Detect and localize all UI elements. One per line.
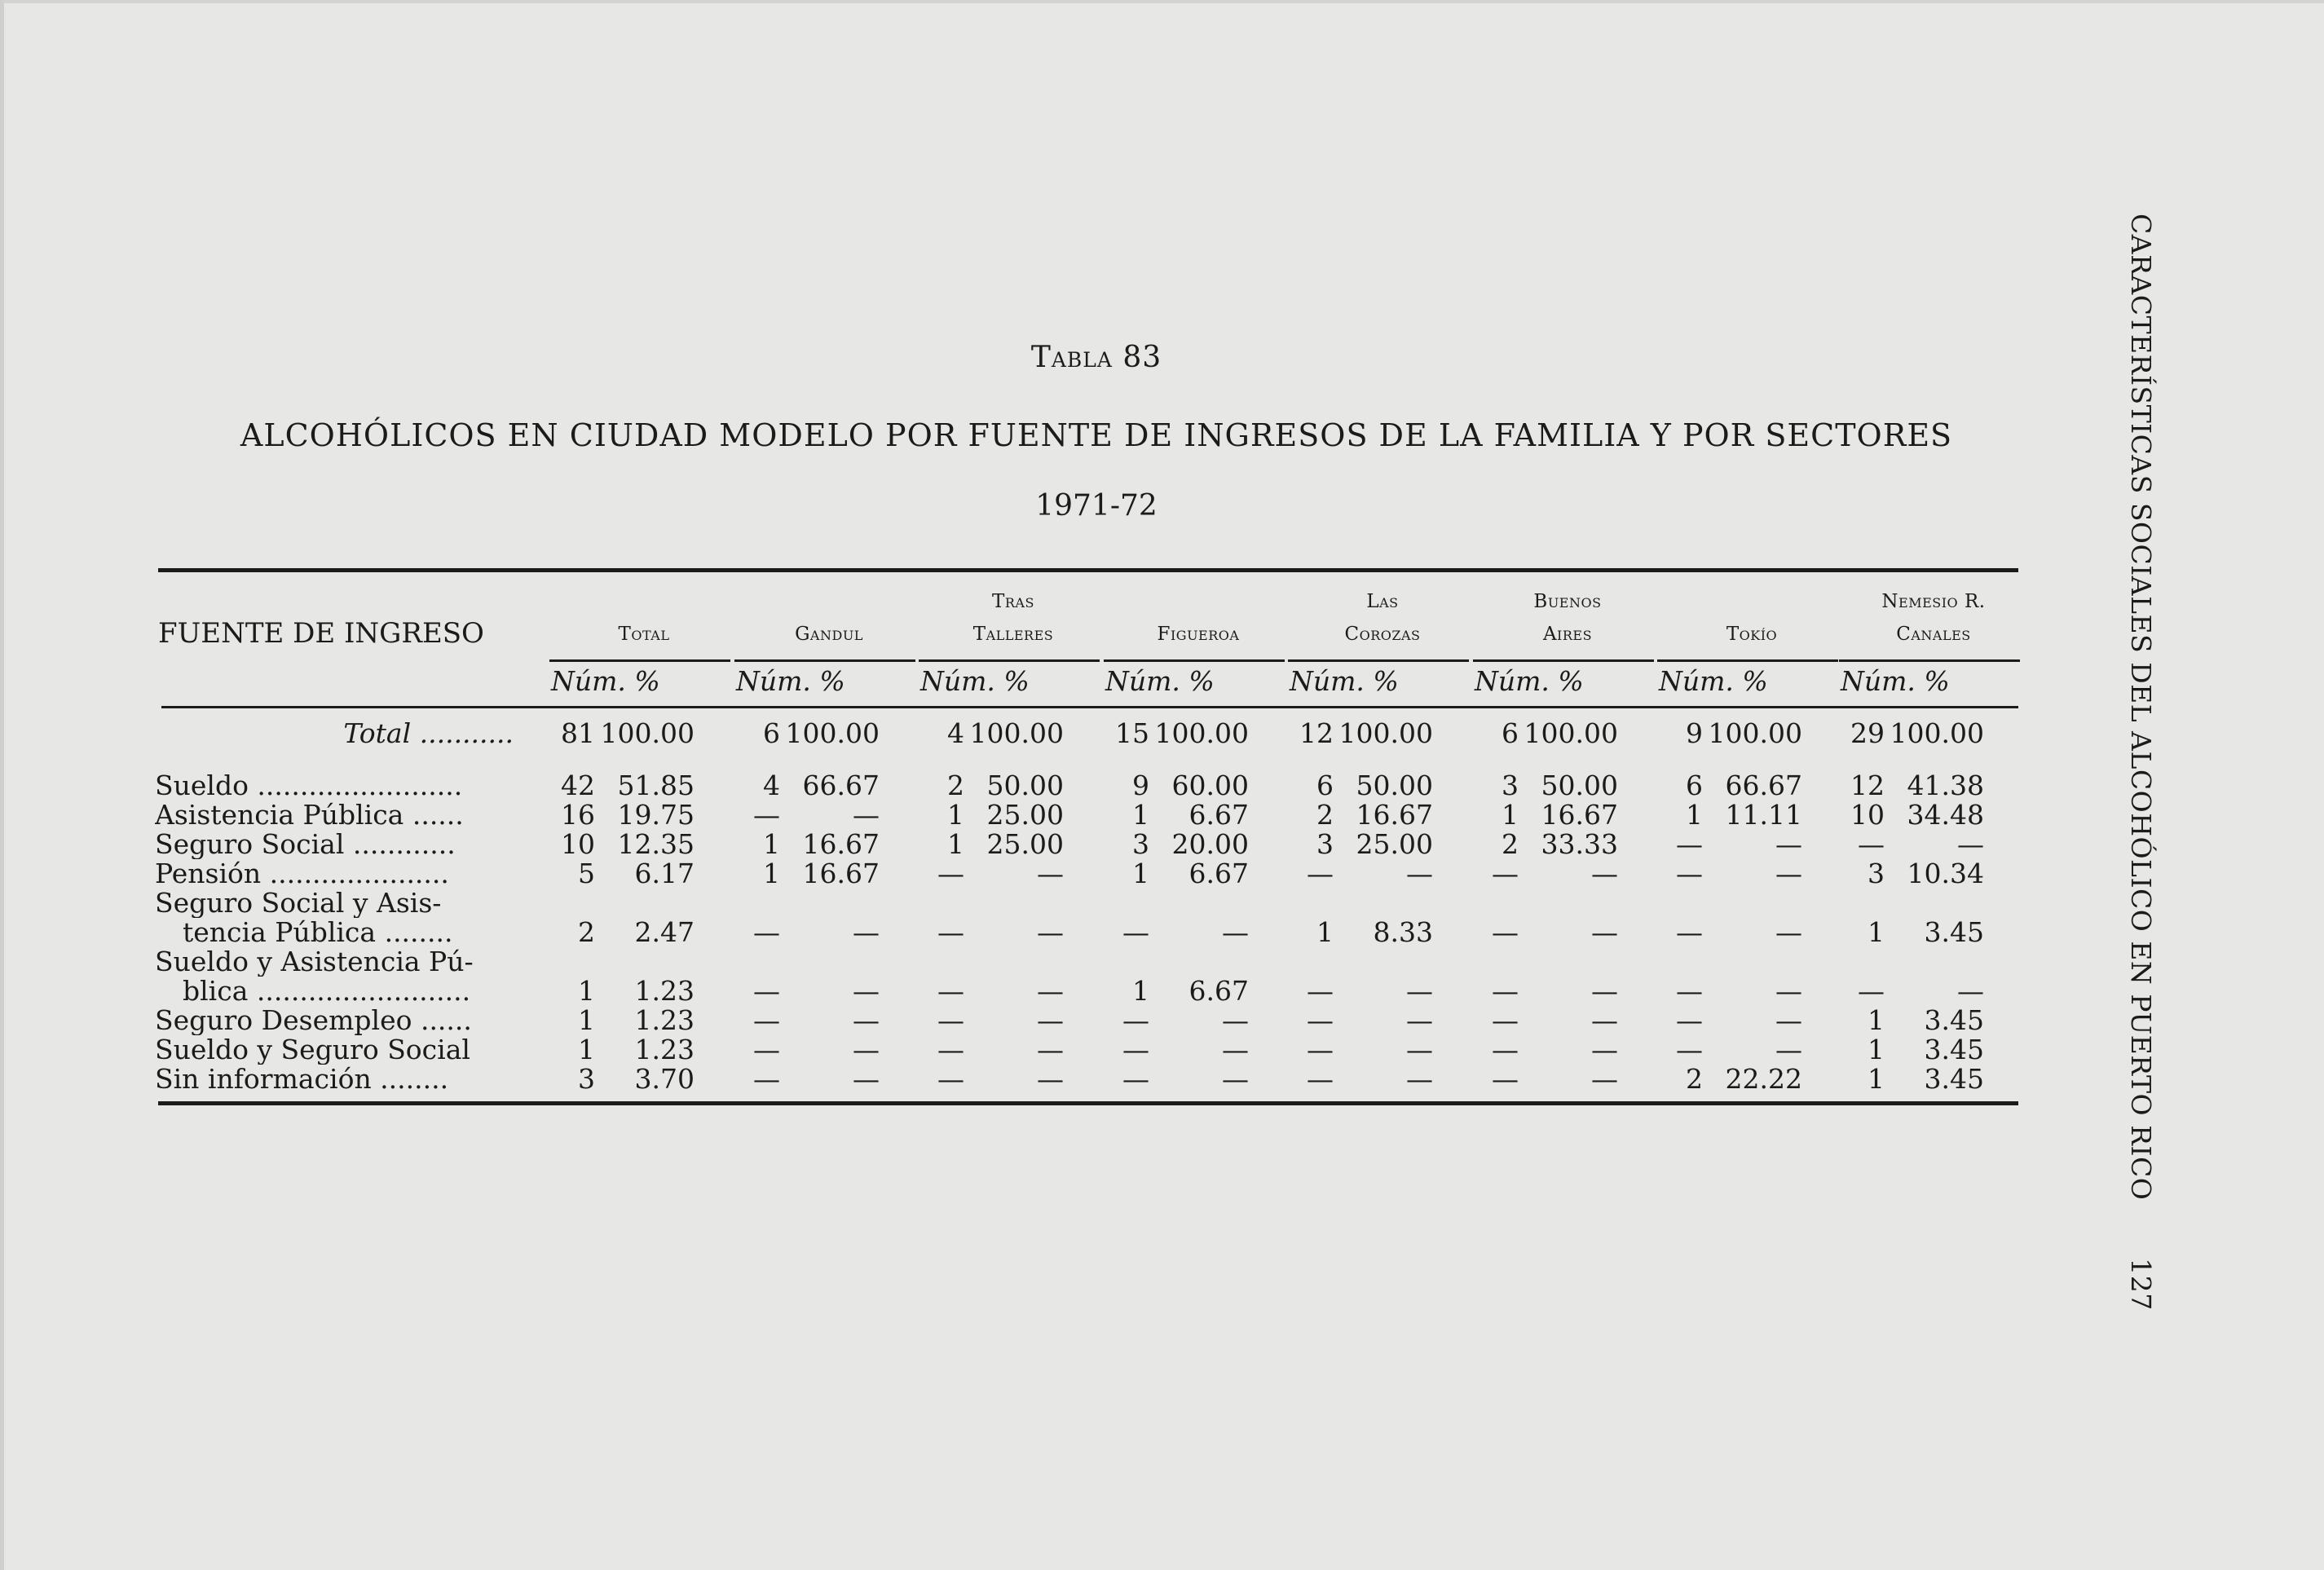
count-cell: 10 bbox=[1850, 799, 1885, 831]
percent-cell: 25.00 bbox=[986, 799, 1064, 831]
percent-cell: 19.75 bbox=[617, 799, 695, 831]
dash-cell: — bbox=[937, 858, 964, 889]
dash-cell: — bbox=[853, 975, 880, 1007]
count-cell: 5 bbox=[578, 858, 595, 889]
column-header-line1: Buenos bbox=[1533, 591, 1602, 612]
dash-cell: — bbox=[1775, 975, 1802, 1007]
percent-cell: 3.45 bbox=[1924, 916, 1984, 948]
row-label: Sueldo y Asistencia Pú- bbox=[155, 947, 474, 977]
dash-cell: — bbox=[1406, 1063, 1433, 1095]
count-cell: 9 bbox=[1132, 770, 1149, 801]
dash-cell: — bbox=[937, 1034, 964, 1065]
column-header-line2: Gandul bbox=[795, 624, 863, 645]
count-cell: 1 bbox=[1868, 1063, 1885, 1095]
dash-cell: — bbox=[1676, 975, 1703, 1007]
column-header-line2: Figueroa bbox=[1157, 624, 1240, 645]
count-cell: 6 bbox=[763, 717, 780, 749]
dash-cell: — bbox=[1122, 1034, 1149, 1065]
subheader-num: Núm. bbox=[920, 665, 995, 697]
percent-cell: 100.00 bbox=[600, 717, 695, 749]
dash-cell: — bbox=[1222, 916, 1249, 948]
count-cell: 42 bbox=[561, 770, 595, 801]
table-number bbox=[0, 341, 2193, 374]
table-row bbox=[155, 947, 2022, 977]
count-cell: 2 bbox=[1502, 828, 1519, 860]
column-header-line2: Talleres bbox=[972, 624, 1054, 645]
count-cell: 12 bbox=[1850, 770, 1885, 801]
column-header-line2: Canales bbox=[1896, 624, 1971, 645]
count-cell: 3 bbox=[1868, 858, 1885, 889]
dash-cell: — bbox=[1591, 1004, 1618, 1036]
percent-cell: 6.17 bbox=[634, 858, 695, 889]
table-year: 1971-72 bbox=[1035, 489, 1158, 523]
dash-cell: — bbox=[753, 975, 780, 1007]
dash-cell: — bbox=[1307, 1063, 1334, 1095]
percent-cell: 6.67 bbox=[1188, 799, 1249, 831]
percent-cell: 16.67 bbox=[802, 858, 880, 889]
row-label: Seguro Social ............ bbox=[155, 830, 456, 859]
subheader-num: Núm. bbox=[1475, 665, 1550, 697]
dash-cell: — bbox=[937, 975, 964, 1007]
dash-cell: — bbox=[1492, 1034, 1519, 1065]
subheader-pct: % bbox=[1733, 665, 1768, 697]
dash-cell: — bbox=[753, 799, 780, 831]
table-number-value: 83 bbox=[1122, 341, 1162, 374]
percent-cell: 33.33 bbox=[1541, 828, 1618, 860]
count-cell: 3 bbox=[1502, 770, 1519, 801]
table-row bbox=[155, 830, 2022, 859]
dash-cell: — bbox=[1858, 975, 1885, 1007]
dash-cell: — bbox=[1037, 1034, 1064, 1065]
count-cell: 1 bbox=[1868, 1034, 1885, 1065]
count-cell: 1 bbox=[1502, 799, 1519, 831]
dash-cell: — bbox=[853, 1004, 880, 1036]
percent-cell: 25.00 bbox=[986, 828, 1064, 860]
row-label: blica ......................... bbox=[183, 977, 471, 1006]
dash-cell: — bbox=[753, 1004, 780, 1036]
subheader-pct: % bbox=[1180, 665, 1215, 697]
dash-cell: — bbox=[1037, 916, 1064, 948]
dash-cell: — bbox=[1775, 916, 1802, 948]
percent-cell: 16.67 bbox=[802, 828, 880, 860]
count-cell: 6 bbox=[1316, 770, 1334, 801]
dash-cell: — bbox=[937, 916, 964, 948]
dash-cell: — bbox=[1222, 1034, 1249, 1065]
dash-cell: — bbox=[1037, 1063, 1064, 1095]
row-label: Asistencia Pública ...... bbox=[155, 800, 464, 830]
running-head bbox=[2118, 214, 2167, 1355]
dash-cell: — bbox=[1492, 975, 1519, 1007]
column-subheader bbox=[1841, 665, 1950, 697]
dash-cell: — bbox=[1122, 1063, 1149, 1095]
dash-cell: — bbox=[1775, 828, 1802, 860]
count-cell: 81 bbox=[561, 717, 595, 749]
subheader-pct: % bbox=[1364, 665, 1399, 697]
dash-cell: — bbox=[1492, 1063, 1519, 1095]
column-header-line2: Aires bbox=[1542, 624, 1593, 645]
column-header bbox=[1836, 585, 2031, 650]
column-header-line1 bbox=[1100, 585, 1296, 618]
column-span-rule bbox=[734, 659, 915, 662]
dash-cell: — bbox=[1676, 1004, 1703, 1036]
column-header-line1: Tras bbox=[992, 591, 1034, 612]
count-cell: 6 bbox=[1686, 770, 1703, 801]
dash-cell: — bbox=[1037, 1004, 1064, 1036]
table-row bbox=[155, 1035, 2022, 1065]
dash-cell: — bbox=[1591, 1034, 1618, 1065]
table-row bbox=[155, 918, 2022, 947]
count-cell: 1 bbox=[1868, 916, 1885, 948]
percent-cell: 16.67 bbox=[1356, 799, 1433, 831]
percent-cell: 8.33 bbox=[1373, 916, 1433, 948]
table-row bbox=[155, 977, 2022, 1006]
count-cell: 4 bbox=[947, 717, 964, 749]
row-label: Pensión ..................... bbox=[155, 859, 449, 889]
percent-cell: 25.00 bbox=[1356, 828, 1433, 860]
column-header-line2: Total bbox=[618, 624, 670, 645]
dash-cell: — bbox=[1775, 858, 1802, 889]
column-header bbox=[1285, 585, 1480, 650]
count-cell: 1 bbox=[947, 799, 964, 831]
row-label: Sueldo y Seguro Social bbox=[155, 1035, 470, 1065]
percent-cell: 1.23 bbox=[634, 1004, 695, 1036]
count-cell: 3 bbox=[1132, 828, 1149, 860]
percent-cell: 100.00 bbox=[1154, 717, 1249, 749]
subheader-pct: % bbox=[1915, 665, 1950, 697]
table-row bbox=[155, 800, 2022, 830]
percent-cell: 3.45 bbox=[1924, 1034, 1984, 1065]
column-header bbox=[1100, 585, 1296, 650]
percent-cell: 66.67 bbox=[802, 770, 880, 801]
count-cell: 1 bbox=[1132, 799, 1149, 831]
percent-cell: 100.00 bbox=[1338, 717, 1433, 749]
dash-cell: — bbox=[1307, 858, 1334, 889]
subheader-pct: % bbox=[625, 665, 660, 697]
column-subheader bbox=[1659, 665, 1768, 697]
count-cell: 1 bbox=[947, 828, 964, 860]
count-cell: 6 bbox=[1502, 717, 1519, 749]
count-cell: 1 bbox=[763, 858, 780, 889]
count-cell: 3 bbox=[578, 1063, 595, 1095]
percent-cell: 12.35 bbox=[617, 828, 695, 860]
count-cell: 10 bbox=[561, 828, 595, 860]
dash-cell: — bbox=[1957, 975, 1984, 1007]
percent-cell: 50.00 bbox=[1356, 770, 1433, 801]
dash-cell: — bbox=[853, 799, 880, 831]
row-label: Seguro Desempleo ...... bbox=[155, 1006, 472, 1035]
dash-cell: — bbox=[1492, 916, 1519, 948]
percent-cell: 100.00 bbox=[1708, 717, 1802, 749]
dash-cell: — bbox=[1122, 1004, 1149, 1036]
row-label: Sueldo ........................ bbox=[155, 771, 463, 800]
table-row bbox=[155, 889, 2022, 918]
dash-cell: — bbox=[1775, 1004, 1802, 1036]
dash-cell: — bbox=[937, 1063, 964, 1095]
column-subheader bbox=[1105, 665, 1215, 697]
subheader-num: Núm. bbox=[1659, 665, 1734, 697]
dash-cell: — bbox=[1222, 1004, 1249, 1036]
percent-cell: 3.45 bbox=[1924, 1063, 1984, 1095]
dash-cell: — bbox=[1775, 1034, 1802, 1065]
table-row bbox=[155, 771, 2022, 800]
count-cell: 9 bbox=[1686, 717, 1703, 749]
row-label: tencia Pública ........ bbox=[183, 918, 453, 947]
dash-cell: — bbox=[1406, 1004, 1433, 1036]
column-header-line2: Corozas bbox=[1344, 624, 1421, 645]
column-header-line1: Nemesio R. bbox=[1881, 591, 1986, 612]
count-cell: 4 bbox=[763, 770, 780, 801]
dash-cell: — bbox=[1676, 1034, 1703, 1065]
column-header bbox=[546, 585, 742, 650]
count-cell: 2 bbox=[947, 770, 964, 801]
dash-cell: — bbox=[853, 916, 880, 948]
column-header-line2: Tokío bbox=[1726, 624, 1778, 645]
subheader-num: Núm. bbox=[1105, 665, 1180, 697]
table-row bbox=[155, 1006, 2022, 1035]
percent-cell: 1.23 bbox=[634, 1034, 695, 1065]
dash-cell: — bbox=[1406, 975, 1433, 1007]
top-rule bbox=[158, 568, 2018, 572]
count-cell: 1 bbox=[1132, 975, 1149, 1007]
dash-cell: — bbox=[1222, 1063, 1249, 1095]
count-cell: 3 bbox=[1316, 828, 1334, 860]
subheader-num: Núm. bbox=[1841, 665, 1916, 697]
column-span-rule bbox=[1104, 659, 1285, 662]
count-cell: 1 bbox=[1868, 1004, 1885, 1036]
count-cell: 1 bbox=[578, 1004, 595, 1036]
column-span-rule bbox=[1839, 659, 2020, 662]
count-cell: 16 bbox=[561, 799, 595, 831]
column-header-line1 bbox=[546, 585, 742, 618]
dash-cell: — bbox=[1591, 916, 1618, 948]
row-label: Sin información ........ bbox=[155, 1065, 449, 1094]
dash-cell: — bbox=[1307, 1004, 1334, 1036]
column-header-line1: Las bbox=[1366, 591, 1399, 612]
percent-cell: 100.00 bbox=[1524, 717, 1618, 749]
percent-cell: 3.45 bbox=[1924, 1004, 1984, 1036]
percent-cell: 41.38 bbox=[1907, 770, 1984, 801]
column-span-rule bbox=[549, 659, 730, 662]
percent-cell: 22.22 bbox=[1725, 1063, 1802, 1095]
percent-cell: 3.70 bbox=[634, 1063, 695, 1095]
dash-cell: — bbox=[1676, 916, 1703, 948]
row-label: Seguro Social y Asis- bbox=[155, 889, 442, 918]
dash-cell: — bbox=[1676, 828, 1703, 860]
column-header bbox=[1470, 585, 1665, 650]
column-header-line1 bbox=[731, 585, 927, 618]
column-span-rule bbox=[1288, 659, 1469, 662]
dash-cell: — bbox=[1591, 1063, 1618, 1095]
dash-cell: — bbox=[1591, 858, 1618, 889]
page-number: 127 bbox=[2125, 1258, 2157, 1311]
percent-cell: 34.48 bbox=[1907, 799, 1984, 831]
subheader-pct: % bbox=[810, 665, 845, 697]
column-subheader bbox=[920, 665, 1030, 697]
dash-cell: — bbox=[1122, 916, 1149, 948]
table-row bbox=[155, 1065, 2022, 1094]
running-head-title: CARACTERÍSTICAS SOCIALES DEL ALCOHÓLICO EN PUERTO RICO bbox=[2125, 214, 2157, 1201]
dash-cell: — bbox=[1957, 828, 1984, 860]
dash-cell: — bbox=[1676, 858, 1703, 889]
percent-cell: 100.00 bbox=[1890, 717, 1984, 749]
percent-cell: 11.11 bbox=[1725, 799, 1802, 831]
table-number-prefix: Tabla bbox=[1030, 341, 1113, 374]
dash-cell: — bbox=[753, 1034, 780, 1065]
column-span-rule bbox=[919, 659, 1100, 662]
dash-cell: — bbox=[1037, 975, 1064, 1007]
column-header bbox=[1654, 585, 1850, 650]
dash-cell: — bbox=[1492, 1004, 1519, 1036]
dash-cell: — bbox=[853, 1034, 880, 1065]
dash-cell: — bbox=[1492, 858, 1519, 889]
percent-cell: 66.67 bbox=[1725, 770, 1802, 801]
column-header-line1 bbox=[1654, 585, 1850, 618]
dash-cell: — bbox=[1858, 828, 1885, 860]
percent-cell: 20.00 bbox=[1171, 828, 1249, 860]
column-subheader bbox=[1475, 665, 1584, 697]
percent-cell: 1.23 bbox=[634, 975, 695, 1007]
count-cell: 1 bbox=[578, 975, 595, 1007]
count-cell: 2 bbox=[578, 916, 595, 948]
column-subheader bbox=[551, 665, 660, 697]
row-header: FUENTE DE INGRESO bbox=[158, 617, 484, 650]
percent-cell: 6.67 bbox=[1188, 975, 1249, 1007]
count-cell: 12 bbox=[1299, 717, 1334, 749]
count-cell: 1 bbox=[1316, 916, 1334, 948]
column-subheader bbox=[1290, 665, 1399, 697]
column-span-rule bbox=[1657, 659, 1838, 662]
percent-cell: 6.67 bbox=[1188, 858, 1249, 889]
percent-cell: 100.00 bbox=[785, 717, 880, 749]
dash-cell: — bbox=[1591, 975, 1618, 1007]
bottom-rule bbox=[158, 1101, 2018, 1105]
column-header bbox=[731, 585, 927, 650]
percent-cell: 100.00 bbox=[969, 717, 1064, 749]
row-label: Total ........... bbox=[343, 719, 514, 748]
count-cell: 2 bbox=[1316, 799, 1334, 831]
percent-cell: 2.47 bbox=[634, 916, 695, 948]
subheader-num: Núm. bbox=[736, 665, 811, 697]
count-cell: 1 bbox=[1686, 799, 1703, 831]
percent-cell: 10.34 bbox=[1907, 858, 1984, 889]
total-row bbox=[155, 719, 2022, 748]
subheader-num: Núm. bbox=[551, 665, 626, 697]
subheader-pct: % bbox=[994, 665, 1030, 697]
dash-cell: — bbox=[753, 1063, 780, 1095]
dash-cell: — bbox=[853, 1063, 880, 1095]
header-rule bbox=[161, 706, 2018, 708]
dash-cell: — bbox=[1307, 975, 1334, 1007]
count-cell: 29 bbox=[1850, 717, 1885, 749]
count-cell: 15 bbox=[1115, 717, 1149, 749]
dash-cell: — bbox=[1307, 1034, 1334, 1065]
dash-cell: — bbox=[1406, 858, 1433, 889]
dash-cell: — bbox=[753, 916, 780, 948]
column-header bbox=[915, 585, 1111, 650]
dash-cell: — bbox=[1406, 1034, 1433, 1065]
percent-cell: 16.67 bbox=[1541, 799, 1618, 831]
subheader-num: Núm. bbox=[1290, 665, 1365, 697]
dash-cell: — bbox=[937, 1004, 964, 1036]
column-subheader bbox=[736, 665, 845, 697]
percent-cell: 50.00 bbox=[986, 770, 1064, 801]
column-span-rule bbox=[1473, 659, 1654, 662]
percent-cell: 51.85 bbox=[617, 770, 695, 801]
count-cell: 1 bbox=[578, 1034, 595, 1065]
subheader-pct: % bbox=[1549, 665, 1584, 697]
dash-cell: — bbox=[1037, 858, 1064, 889]
percent-cell: 60.00 bbox=[1171, 770, 1249, 801]
table-row bbox=[155, 859, 2022, 889]
count-cell: 2 bbox=[1686, 1063, 1703, 1095]
percent-cell: 50.00 bbox=[1541, 770, 1618, 801]
count-cell: 1 bbox=[1132, 858, 1149, 889]
table-title: ALCOHÓLICOS EN CIUDAD MODELO POR FUENTE DE INGRESOS DE LA FAMILIA Y POR SECTORES bbox=[240, 417, 1953, 453]
count-cell: 1 bbox=[763, 828, 780, 860]
